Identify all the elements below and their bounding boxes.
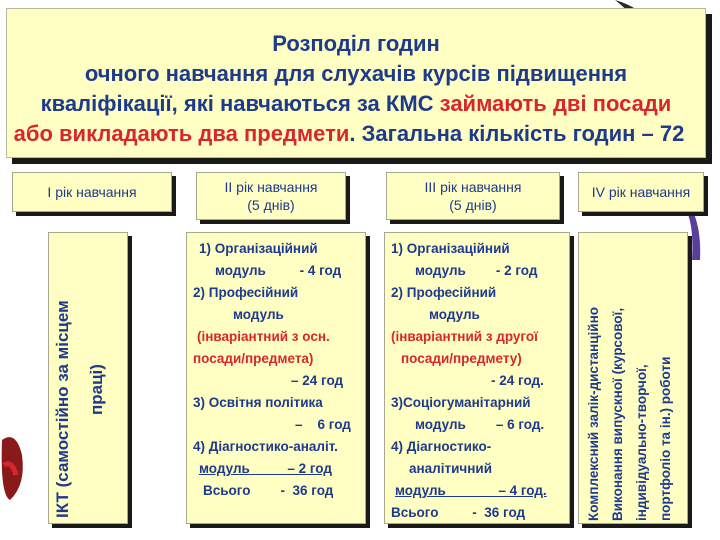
- year-3-header: [386, 172, 560, 220]
- y2-item-2-detail-1: модуль: [233, 307, 284, 322]
- year-3-content-box: [384, 232, 570, 524]
- y3-item-2: 2) Професійний: [391, 285, 497, 300]
- year-1-content-line-2: праці): [87, 364, 106, 415]
- y3-item-4-detail-2: модуль – 4 год.: [395, 483, 547, 498]
- year-2-content-box: [186, 232, 366, 524]
- y3-item-4: 4) Діагностико-: [391, 439, 492, 454]
- y3-item-1: 1) Організаційний: [391, 241, 510, 256]
- title-line-4-highlight: або викладають два предмети: [13, 121, 350, 146]
- title-line-4: [0, 119, 705, 149]
- title-line-1: Розподіл годин: [272, 31, 440, 56]
- year-4-header-label: ІV рік навчання: [591, 184, 691, 200]
- year-4-content-box: [578, 232, 688, 524]
- year-4-header: [578, 172, 704, 212]
- year-3-header-line-2: (5 днів): [449, 197, 497, 213]
- y3-item-1-detail: модуль - 2 год: [415, 263, 538, 278]
- y3-item-2-detail-1: модуль: [429, 307, 480, 322]
- y2-item-3-hours: – 6 год: [295, 417, 351, 432]
- year-1-content-line-1: ІКТ (самостійно за місцем: [53, 300, 72, 518]
- y2-total: Всього - 36 год: [203, 483, 334, 498]
- title-line-3: [7, 89, 705, 119]
- y2-item-4: 4) Діагностико-аналіт.: [193, 439, 338, 454]
- y2-item-3: 3) Освітня політика: [193, 395, 323, 410]
- y2-item-4-detail: модуль – 2 год: [199, 461, 332, 476]
- y4-line-2: Виконання випускної (курсової,: [610, 307, 625, 521]
- y3-item-2-hours: - 24 год.: [491, 373, 544, 388]
- year-1-header: [12, 172, 172, 212]
- year-1-content-box: [48, 232, 128, 524]
- title-line-4-part-b: . Загальна кількість годин – 72: [349, 121, 685, 146]
- y3-item-4-detail-1: аналітичний: [409, 461, 492, 476]
- title-banner: [6, 8, 706, 158]
- y2-item-2: 2) Професійний: [193, 285, 299, 300]
- y2-item-1: 1) Організаційний: [199, 241, 318, 256]
- title-line-3-part-a: кваліфікації, які навчаються за КМС: [40, 91, 440, 116]
- year-2-header-line-2: (5 днів): [247, 197, 295, 213]
- title-line-2: очного навчання для слухачів курсів підвищення: [84, 61, 628, 86]
- year-2-header-line-1: ІІ рік навчання: [224, 179, 318, 195]
- y2-item-2-detail-3: посади/предмета): [193, 351, 314, 366]
- y4-line-1: Комплексний залік-дистанційно: [586, 307, 601, 521]
- y3-total: Всього - 36 год: [391, 505, 526, 520]
- y3-item-3-hours: модуль – 6 год.: [415, 417, 545, 432]
- y4-line-4: портфоліо та ін.) роботи: [658, 356, 673, 521]
- year-2-header: [196, 172, 346, 220]
- y2-item-1-detail: модуль - 4 год: [215, 263, 342, 278]
- y3-item-2-detail-2: (інваріантний з другої: [391, 329, 538, 344]
- y3-item-3: 3)Соціогуманітарний: [391, 395, 531, 410]
- y2-item-2-hours: – 24 год: [291, 373, 344, 388]
- y2-item-2-detail-2: (інваріантний з осн.: [197, 329, 330, 344]
- title-line-3-highlight: займають дві посади: [439, 91, 672, 116]
- year-3-header-line-1: ІІІ рік навчання: [424, 179, 522, 195]
- y4-line-3: індивідуально-творчої,: [634, 364, 649, 521]
- y3-item-2-detail-3: посади/предмету): [401, 351, 522, 366]
- year-1-header-label: І рік навчання: [47, 184, 137, 200]
